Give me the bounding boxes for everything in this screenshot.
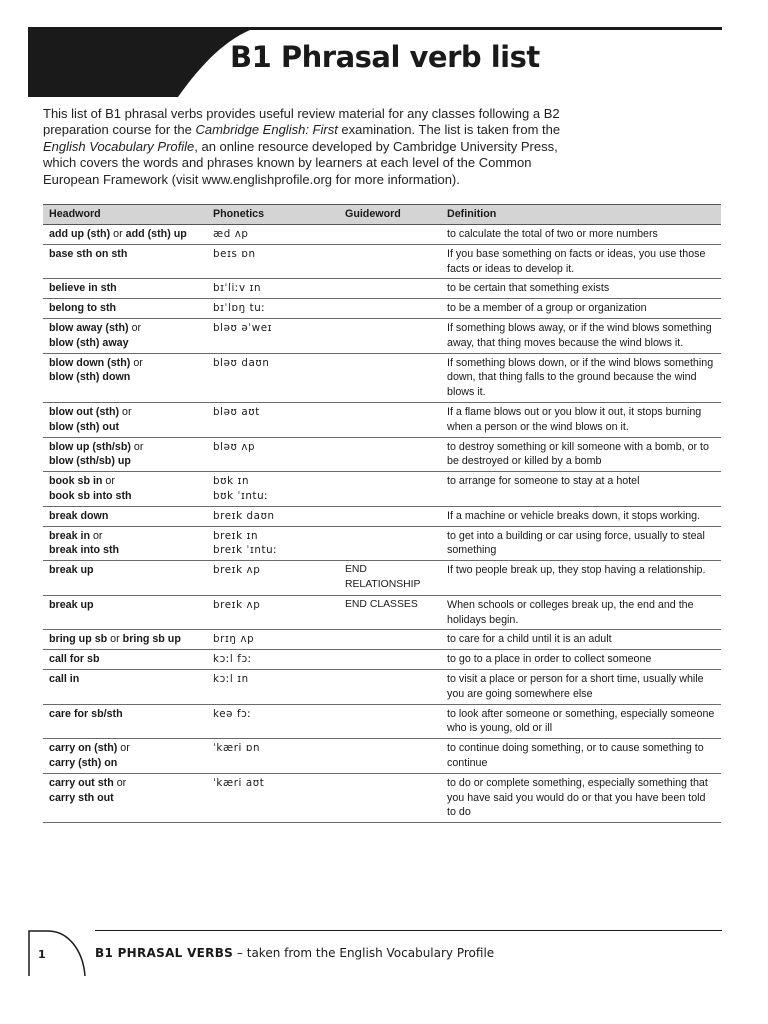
footer-caption [95, 946, 494, 960]
phonetics-cell [207, 299, 339, 319]
headword: believe in sth [49, 282, 117, 295]
headword-cell [43, 353, 207, 402]
guideword-cell [339, 650, 441, 670]
headword: call in [49, 672, 80, 685]
intro-book-title: Cambridge English: First [195, 122, 338, 138]
phonetic-transcription: breɪk ˈɪntuː [213, 544, 278, 557]
definition-cell: If a flame blows out or you blow it out, it stops burning when a person or the wind blows on it. [441, 402, 721, 437]
headword: care for sb/sth [49, 707, 123, 720]
definition-cell: to do or complete something, especially something that you have said you would do or that you have been told to do [441, 773, 721, 822]
guideword-cell [339, 669, 441, 704]
definition-cell: If a machine or vehicle breaks down, it stops working. [441, 506, 721, 526]
definition-cell: to be certain that something exists [441, 279, 721, 299]
definition-cell: to go to a place in order to collect someone [441, 650, 721, 670]
guideword-cell: END RELATIONSHIP [339, 561, 441, 596]
table-row [43, 526, 721, 561]
phonetic-transcription: bʊk ɪn [213, 475, 250, 488]
guideword-cell [339, 526, 441, 561]
or-connector: or [133, 356, 143, 369]
headword-cell [43, 739, 207, 774]
phonetics-cell [207, 650, 339, 670]
header-definition: Definition [441, 205, 721, 225]
definition-cell: to arrange for someone to stay at a hotel [441, 472, 721, 507]
or-connector: or [105, 475, 115, 488]
phonetic-transcription: bləʊ daʊn [213, 356, 270, 369]
or-connector: or [131, 321, 142, 334]
guideword-cell [339, 225, 441, 245]
table-row [43, 650, 721, 670]
title-tab-decoration [28, 27, 258, 97]
guideword-cell [339, 279, 441, 299]
phonetics-cell [207, 704, 339, 739]
headword-cell [43, 704, 207, 739]
definition-cell: If something blows down, or if the wind blows something down, that thing falls to the ground because the wind blows it. [441, 353, 721, 402]
table-row [43, 704, 721, 739]
definition-cell: to be a member of a group or organization [441, 299, 721, 319]
phonetic-transcription: bləʊ əˈweɪ [213, 321, 273, 334]
guideword-cell [339, 437, 441, 472]
headword-alternative: carry sth out [49, 791, 114, 804]
guideword-cell [339, 299, 441, 319]
phonetic-transcription: keə fɔː [213, 707, 252, 720]
headword-alternative: blow (sth) out [49, 420, 120, 433]
table-row [43, 561, 721, 596]
guideword-cell [339, 318, 441, 353]
headword: carry out sth [49, 776, 114, 789]
header-phonetics: Phonetics [207, 205, 339, 225]
guideword-cell [339, 773, 441, 822]
phonetics-cell [207, 225, 339, 245]
phonetic-transcription: kɔːl fɔː [213, 653, 252, 666]
headword-alternative: bring sb up [122, 633, 181, 646]
phonetic-transcription: bʊk ˈɪntuː [213, 489, 269, 502]
headword-cell [43, 472, 207, 507]
headword-cell [43, 561, 207, 596]
phonetics-cell [207, 630, 339, 650]
table-row [43, 225, 721, 245]
table-row [43, 630, 721, 650]
headword-cell [43, 630, 207, 650]
headword: break in [49, 529, 90, 542]
phonetics-cell [207, 437, 339, 472]
guideword-cell [339, 402, 441, 437]
phonetic-transcription: breɪk ʌp [213, 564, 261, 577]
footer-rule [95, 930, 722, 931]
table-row [43, 318, 721, 353]
headword-cell [43, 773, 207, 822]
phonetic-transcription: ˈkæri aʊt [213, 776, 265, 789]
page-title: B1 Phrasal verb list [230, 40, 540, 74]
phonetics-cell [207, 739, 339, 774]
intro-paragraph: This list of B1 phrasal verbs provides useful review material for any classes following a B2 preparation course for the Cambridge English: First examination. The list is taken from the English Vocabulary Profile, an online resource developed by Cambridge University Press, which covers the words and phrases known by learners at each level of the Common European Framework (visit www.englishprofile.org for more information). [43, 106, 561, 187]
headword-cell [43, 526, 207, 561]
table-row [43, 773, 721, 822]
or-connector: or [122, 405, 132, 418]
headword-cell [43, 318, 207, 353]
headword-alternative: blow (sth) down [49, 371, 131, 384]
phonetic-transcription: bɪˈliːv ɪn [213, 282, 262, 295]
table-row [43, 279, 721, 299]
headword-cell [43, 244, 207, 279]
headword: break up [49, 598, 94, 611]
headword: call for sb [49, 653, 100, 666]
or-connector: or [133, 440, 144, 453]
headword-alternative: carry (sth) on [49, 756, 118, 769]
phonetic-transcription: breɪk ʌp [213, 598, 261, 611]
definition-cell: When schools or colleges break up, the end and the holidays begin. [441, 595, 721, 630]
definition-cell: If you base something on facts or ideas, you use those facts or ideas to develop it. [441, 244, 721, 279]
headword-cell [43, 437, 207, 472]
headword-cell [43, 650, 207, 670]
phonetics-cell [207, 773, 339, 822]
or-connector: or [116, 776, 127, 789]
definition-cell: to care for a child until it is an adult [441, 630, 721, 650]
headword: bring up sb [49, 633, 108, 646]
guideword-cell [339, 506, 441, 526]
phonetics-cell [207, 353, 339, 402]
headword-cell [43, 299, 207, 319]
definition-cell: to look after someone or something, especially someone who is young, old or ill [441, 704, 721, 739]
headword: break down [49, 509, 109, 522]
phonetic-transcription: bɪˈlɒŋ tuː [213, 302, 266, 315]
table-row [43, 669, 721, 704]
phonetic-transcription: bləʊ aʊt [213, 405, 260, 418]
table-row [43, 353, 721, 402]
table-row [43, 595, 721, 630]
or-connector: or [120, 742, 130, 755]
phonetics-cell [207, 506, 339, 526]
table-row [43, 299, 721, 319]
guideword-cell [339, 244, 441, 279]
table-body [43, 225, 721, 823]
table-header-row [43, 205, 721, 225]
header-guideword: Guideword [339, 205, 441, 225]
phonetics-cell [207, 402, 339, 437]
definition-cell: to visit a place or person for a short time, usually while you are going somewhere else [441, 669, 721, 704]
headword: add up (sth) [49, 228, 111, 240]
definition-cell: If something blows away, or if the wind blows something away, that thing moves because the wind blows it. [441, 318, 721, 353]
footer-label: B1 PHRASAL VERBS [95, 946, 234, 960]
phonetics-cell [207, 279, 339, 299]
definition-cell: to continue doing something, or to cause something to continue [441, 739, 721, 774]
table-row [43, 739, 721, 774]
headword: blow away (sth) [49, 321, 129, 334]
phonetics-cell [207, 472, 339, 507]
headword-alternative: break into sth [49, 544, 120, 557]
headword: blow out (sth) [49, 405, 120, 418]
phonetic-transcription: brɪŋ ʌp [213, 633, 255, 646]
footer-rest: – taken from the English Vocabulary Profile [233, 946, 495, 960]
phonetics-cell [207, 526, 339, 561]
phonetics-cell [207, 669, 339, 704]
headword: belong to sth [49, 302, 117, 315]
intro-profile-name: English Vocabulary Profile [43, 138, 195, 154]
headword-cell [43, 669, 207, 704]
headword-cell [43, 402, 207, 437]
table-row [43, 402, 721, 437]
headword-cell [43, 279, 207, 299]
headword: base sth on sth [49, 247, 128, 260]
phonetic-transcription: kɔːl ɪn [213, 672, 249, 685]
guideword-cell [339, 739, 441, 774]
headword-alternative: add (sth) up [125, 228, 187, 240]
headword: break up [49, 564, 94, 577]
guideword-cell [339, 472, 441, 507]
definition-cell: to get into a building or car using force, usually to steal something [441, 526, 721, 561]
phonetic-transcription: ˈkæri ɒn [213, 742, 261, 755]
header-headword: Headword [43, 205, 207, 225]
headword: blow down (sth) [49, 356, 131, 369]
phonetics-cell [207, 318, 339, 353]
guideword-cell: END CLASSES [339, 595, 441, 630]
phonetic-transcription: æd ʌp [213, 228, 249, 240]
phrasal-verb-table [43, 204, 721, 823]
guideword-cell [339, 630, 441, 650]
phonetic-transcription: breɪk ɪn [213, 529, 259, 542]
guideword-cell [339, 353, 441, 402]
or-connector: or [110, 633, 120, 646]
footer-tab-decoration [28, 930, 86, 976]
phonetics-cell [207, 244, 339, 279]
headword-alternative: blow (sth) away [49, 336, 129, 349]
headword-alternative: book sb into sth [49, 489, 132, 502]
or-connector: or [113, 228, 123, 240]
phonetics-cell [207, 595, 339, 630]
or-connector: or [92, 529, 103, 542]
headword-alternative: blow (sth/sb) up [49, 455, 131, 468]
phonetics-cell [207, 561, 339, 596]
definition-cell: to destroy something or kill someone with a bomb, or to be destroyed or killed by a bomb [441, 437, 721, 472]
headword-cell [43, 225, 207, 245]
phonetic-transcription: beɪs ɒn [213, 247, 256, 260]
headword-cell [43, 595, 207, 630]
phonetic-transcription: bləʊ ʌp [213, 440, 256, 453]
headword: carry on (sth) [49, 742, 118, 755]
phonetic-transcription: breɪk daʊn [213, 509, 275, 522]
guideword-cell [339, 704, 441, 739]
definition-cell: to calculate the total of two or more numbers [441, 225, 721, 245]
headword: book sb in [49, 475, 103, 488]
table-row [43, 506, 721, 526]
headword: blow up (sth/sb) [49, 440, 131, 453]
page-number: 1 [38, 948, 46, 961]
headword-cell [43, 506, 207, 526]
table-row [43, 472, 721, 507]
table-row [43, 244, 721, 279]
table-row [43, 437, 721, 472]
definition-cell: If two people break up, they stop having a relationship. [441, 561, 721, 596]
